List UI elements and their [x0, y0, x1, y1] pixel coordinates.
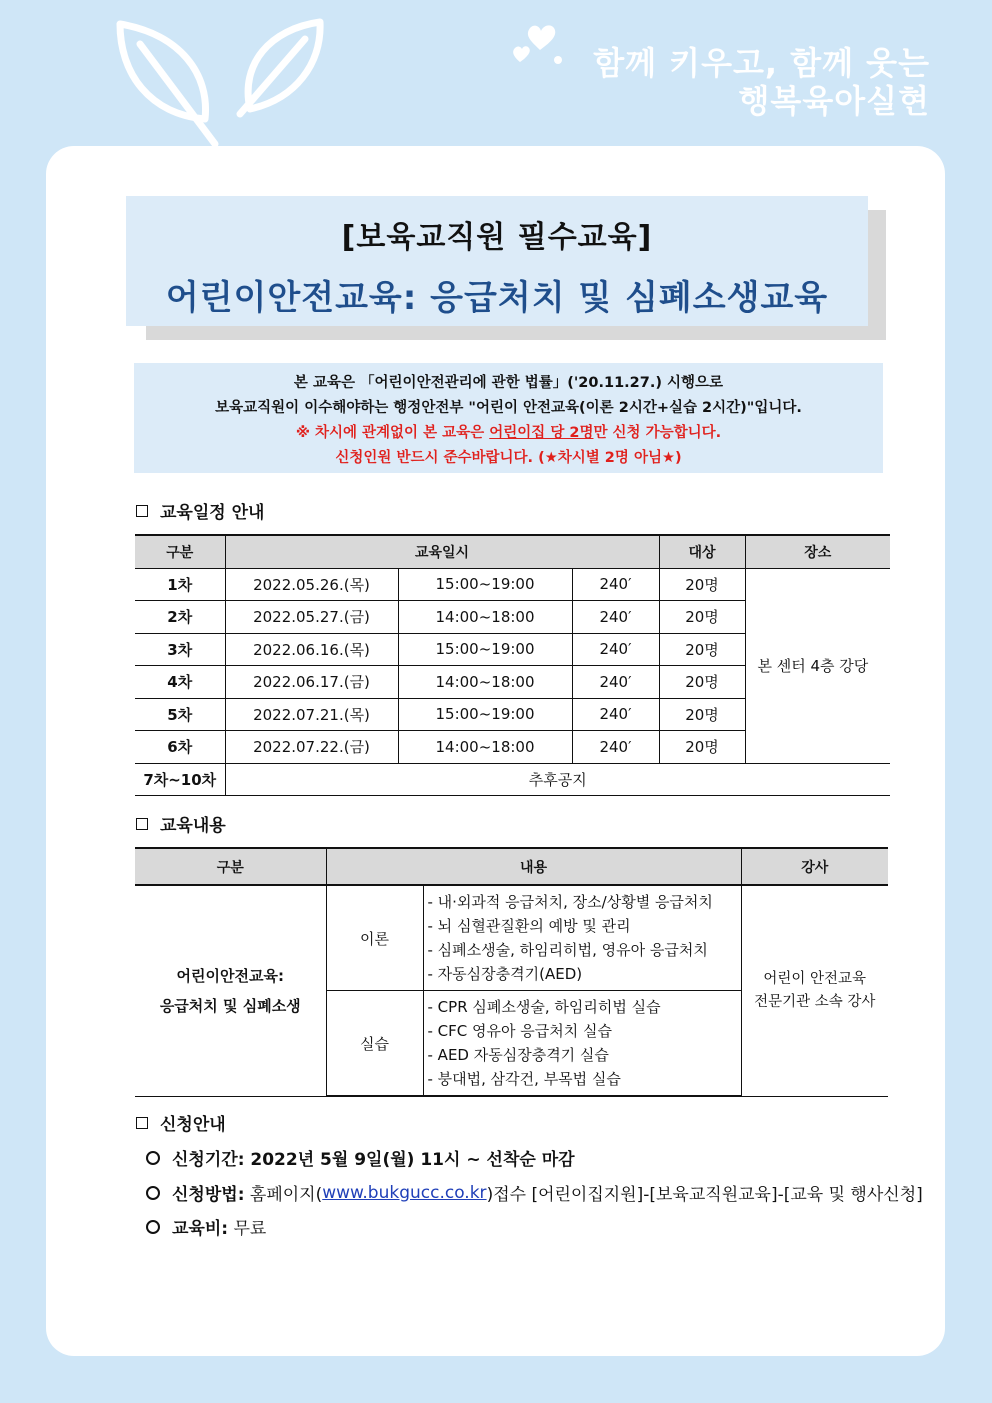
notice-line-3-prefix: ※ 차시에 관계없이 본 교육은 [295, 425, 490, 441]
table-row [135, 568, 890, 601]
apply-heading-text: 신청안내 [160, 1115, 226, 1135]
duration-cell: 240′ [572, 633, 659, 666]
list-item: - 심폐소생술, 하임리히법, 영유아 응급처치 [427, 941, 708, 959]
time-cell: 14:00~18:00 [398, 666, 572, 699]
round-cell: 7차~10차 [135, 763, 225, 796]
apply-method-label: 신청방법: [172, 1185, 245, 1205]
duration-cell: 240′ [572, 568, 659, 601]
checkbox-square-icon [136, 1117, 148, 1129]
list-item: - 자동심장충격기(AED) [427, 965, 583, 983]
list-item: - 붕대법, 삼각건, 부목법 실습 [427, 1070, 621, 1088]
notice-line-1: 본 교육은 「어린이안전관리에 관한 법률」('20.11.27.) 시행으로 [293, 375, 724, 391]
notice-line-4: 신청인원 반드시 준수바랍니다. (★차시별 2명 아님★) [335, 450, 682, 466]
header-instructor: 강사 [741, 848, 888, 885]
duration-cell: 240′ [572, 698, 659, 731]
apply-heading [136, 1110, 226, 1135]
content-heading-text: 교육내용 [160, 816, 226, 836]
instructor-line-1: 어린이 안전교육 [763, 970, 867, 987]
target-cell: 20명 [659, 601, 745, 634]
apply-method-prefix: 홈페이지( [244, 1185, 323, 1205]
date-cell: 2022.07.22.(금) [225, 731, 398, 764]
slogan-line-1: 함께 키우고, 함께 웃는 [593, 44, 930, 82]
theory-items [423, 885, 741, 991]
schedule-heading [136, 498, 264, 523]
apply-period-text: 신청기간: 2022년 5월 9일(월) 11시 ~ 선착순 마감 [172, 1150, 575, 1170]
round-cell: 4차 [135, 666, 225, 699]
table-row [135, 763, 890, 796]
checkbox-square-icon [136, 818, 148, 830]
round-cell: 6차 [135, 731, 225, 764]
list-item: - 뇌 심혈관질환의 예방 및 관리 [427, 917, 631, 935]
date-cell: 2022.06.16.(목) [225, 633, 398, 666]
notice-box [134, 363, 883, 473]
notice-line-3 [134, 421, 883, 446]
practice-label: 실습 [326, 991, 423, 1097]
category-line-2: 응급처치 및 심폐소생 [159, 996, 301, 1015]
round-cell: 3차 [135, 633, 225, 666]
header-content: 내용 [326, 848, 741, 885]
time-cell: 14:00~18:00 [398, 731, 572, 764]
list-item: - CFC 영유아 응급처치 실습 [427, 1022, 612, 1040]
header-target: 대상 [659, 535, 745, 568]
date-cell: 2022.06.17.(금) [225, 666, 398, 699]
duration-cell: 240′ [572, 731, 659, 764]
checkbox-square-icon [136, 505, 148, 517]
header-place: 장소 [745, 535, 890, 568]
list-item: - 내·외과적 응급처치, 장소/상황별 응급처치 [427, 893, 713, 911]
time-cell: 15:00~19:00 [398, 633, 572, 666]
apply-method [146, 1180, 923, 1205]
target-cell: 20명 [659, 666, 745, 699]
table-row [135, 885, 888, 991]
notice-line-3-suffix: 만 신청 가능합니다. [593, 425, 722, 441]
practice-items [423, 991, 741, 1097]
notice-line-3-underlined: 어린이집 당 2명 [489, 425, 594, 441]
instructor-cell [741, 885, 888, 1096]
slogan-line-2: 행복육아실현 [738, 82, 930, 120]
target-cell: 20명 [659, 633, 745, 666]
category-line-1: 어린이안전교육: [176, 966, 284, 985]
header-datetime: 교육일시 [225, 535, 659, 568]
time-cell: 15:00~19:00 [398, 568, 572, 601]
circle-bullet-icon [146, 1151, 160, 1165]
round-cell: 2차 [135, 601, 225, 634]
date-cell: 2022.05.27.(금) [225, 601, 398, 634]
time-cell: 14:00~18:00 [398, 601, 572, 634]
notice-line-2: 보육교직원이 이수해야하는 행정안전부 "어린이 안전교육(이론 2시간+실습 2시간)"입니다. [215, 400, 802, 416]
hearts-icon [510, 22, 570, 70]
date-cell: 2022.05.26.(목) [225, 568, 398, 601]
duration-cell: 240′ [572, 601, 659, 634]
title-box [126, 196, 868, 326]
header-category: 구분 [135, 535, 225, 568]
content-heading [136, 811, 226, 836]
leaf-decoration-icon [110, 14, 340, 149]
instructor-line-2: 전문기관 소속 강사 [754, 993, 876, 1010]
schedule-table [135, 534, 890, 796]
target-cell: 20명 [659, 698, 745, 731]
theory-label: 이론 [326, 885, 423, 991]
header-category: 구분 [135, 848, 326, 885]
date-cell: 2022.07.21.(목) [225, 698, 398, 731]
schedule-heading-text: 교육일정 안내 [160, 503, 265, 523]
list-item: - CPR 심폐소생술, 하임리히법 실습 [427, 998, 661, 1016]
homepage-link[interactable]: www.bukgucc.co.kr [322, 1182, 487, 1203]
apply-fee [146, 1214, 266, 1239]
circle-bullet-icon [146, 1186, 160, 1200]
time-cell: 15:00~19:00 [398, 698, 572, 731]
apply-fee-label: 교육비: [172, 1219, 229, 1239]
round-cell: 1차 [135, 568, 225, 601]
apply-period [146, 1145, 575, 1170]
target-cell: 20명 [659, 731, 745, 764]
duration-cell: 240′ [572, 666, 659, 699]
round-cell: 5차 [135, 698, 225, 731]
apply-fee-value: 무료 [228, 1219, 267, 1239]
slogan [593, 44, 930, 120]
title-line-1: [보육교직원 필수교육] [341, 220, 653, 255]
note-cell: 추후공지 [225, 763, 890, 796]
place-cell: 본 센터 4층 강당 [745, 568, 890, 763]
category-cell [135, 885, 326, 1096]
content-table [135, 847, 888, 1097]
apply-method-suffix: )접수 [어린이집지원]-[보육교직원교육]-[교육 및 행사신청] [486, 1185, 923, 1205]
list-item: - AED 자동심장충격기 실습 [427, 1046, 609, 1064]
target-cell: 20명 [659, 568, 745, 601]
circle-bullet-icon [146, 1220, 160, 1234]
title-line-2: 어린이안전교육: 응급처치 및 심폐소생교육 [165, 278, 829, 318]
